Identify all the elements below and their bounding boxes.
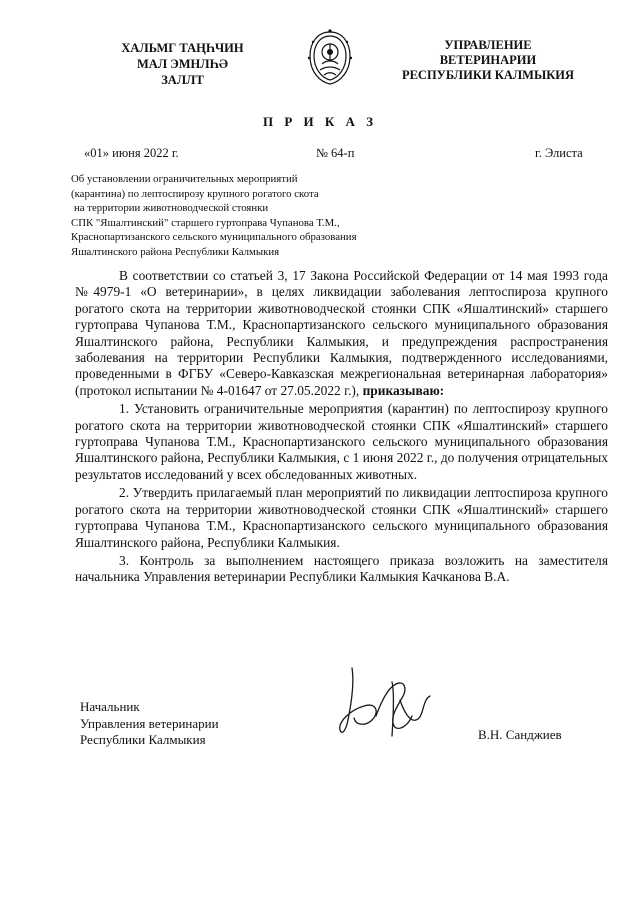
- handwritten-signature: [330, 660, 460, 750]
- signatory-position: [80, 699, 219, 749]
- subject-line: на территории животноводческой стоянки: [74, 202, 269, 215]
- order-body: [75, 268, 608, 586]
- header-left-line: МАЛ ЭМНЛҺӘ: [137, 57, 228, 71]
- order-verb: приказываю:: [362, 382, 445, 398]
- order-number: № 64-п: [316, 146, 355, 160]
- position-line: Республики Калмыкия: [80, 732, 206, 747]
- header-right-line: УПРАВЛЕНИЕ: [444, 38, 532, 52]
- subject-line: СПК "Яшалтинский" старшего гуртоправа Чупанова Т.М.,: [71, 216, 340, 229]
- order-item-2: 2. Утвердить прилагаемый план мероприятий по ликвидации лептоспироза крупного рогатого скота на территории животноводческой стоянки СПК «Яшалтинский» старшего гуртоправа Чупанова Т.М., Краснопартизанского сельского муниципального образования Яшалтинского района, Республики Калмыкия.: [75, 485, 608, 550]
- header-right-line: РЕСПУБЛИКИ КАЛМЫКИЯ: [401, 68, 575, 82]
- subject-line: Об установлении ограничительных мероприятий: [71, 173, 298, 185]
- header-right-line: ВЕТЕРИНАРИИ: [439, 53, 537, 67]
- order-city: г. Элиста: [535, 146, 583, 160]
- signatory-name: В.Н. Санджиев: [478, 727, 562, 742]
- header-russian-org: [388, 38, 588, 83]
- order-item-1: 1. Установить ограничительные мероприятия (карантин) по лептоспирозу крупного рогатого скота на территории животноводческой стоянки СПК «Яшалтинский» старшего гуртоправа Чупанова Т.М., Краснопартизанского сельского муниципального образования Яшалтинского района, Республики Калмыкия, с 1 июня 2022 г., до получения отрицательных результатов исследований у всех обследованных животных.: [75, 401, 608, 482]
- preamble-text: В соответствии со статьей 3, 17 Закона Российской Федерации от 14 мая 1993 года №4979-1 «О ветеринарии», в целях ликвидации заболевания лептоспироза крупного рогатого скота на территории животноводческой стоянки СПК «Яшалтинский» старшего гуртоправа Чупанова Т.М., Краснопартизанского сельского муниципального образования Яшалтинского района, Республики Калмыкия, и предупреждения распространения заболевания на территории Республики Калмыкия, подтвержденного исследованиями, проведенными в ФГБУ «Северо-Кавказская межрегиональная ветеринарная лаборатория» (протокол испытании № 4-01647 от 27.05.2022 г.),: [75, 268, 608, 398]
- preamble-paragraph: [75, 268, 608, 399]
- document-title: П Р И К А З: [262, 114, 378, 129]
- position-line: Начальник: [80, 699, 140, 714]
- header-left-line: ЗАЛЛТ: [161, 73, 204, 87]
- order-subject: [71, 172, 357, 260]
- order-item-3: 3. Контроль за выполнением настоящего приказа возложить на заместителя начальника Управления ветеринарии Республики Калмыкия Качканова В.А.: [75, 552, 608, 585]
- header-kalmyk-org: [95, 40, 270, 88]
- subject-line: (карантина) по лептоспирозу крупного рогатого скота: [71, 187, 319, 200]
- kalmykia-coat-of-arms-icon: [304, 28, 356, 88]
- header-left-line: ХАЛЬМГ ТАҢҺЧИН: [121, 41, 244, 55]
- position-line: Управления ветеринарии: [80, 715, 219, 731]
- order-date: «01» июня 2022 г.: [84, 146, 179, 160]
- subject-line: Краснопартизанского сельского муниципального образования: [71, 231, 357, 244]
- subject-line: Яшалтинского района Республики Калмыкия: [71, 245, 280, 258]
